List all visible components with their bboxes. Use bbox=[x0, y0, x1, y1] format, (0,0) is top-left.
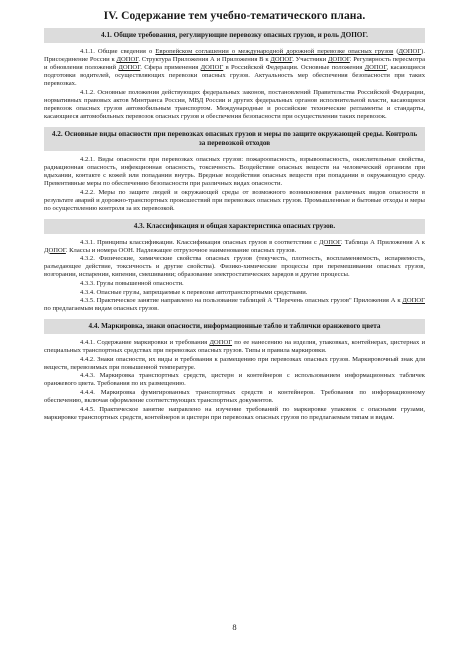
text-run: 4.4.4. Маркировка фумигированных транспортных средств и контейнеров. Требования по информационному обеспечению, включая оформление соответствующих транспортных документов. bbox=[44, 388, 425, 404]
text-run: 4.3.5. Практическое занятие направлено на пользование таблицей А "Перечень опасных грузов" Приложения А к bbox=[80, 297, 403, 305]
page-title: IV. Содержание тем учебно-тематического плана. bbox=[103, 10, 366, 22]
paragraph bbox=[44, 339, 425, 355]
text-run: 4.2.2. Меры по защите людей и окружающей среды от возможного возникновения различных видов опасности в результате аварий и дорожно-транспортных происшествий при перевозках опасных грузов. Промышленные и бытовые отходы и меры по осуществлению контроля за их перевозкой. bbox=[44, 188, 425, 212]
underlined-term: ДОПОГ bbox=[319, 238, 341, 246]
sections-container bbox=[44, 28, 425, 422]
section-heading: 4.3. Классификация и общая характеристика опасных грузов. bbox=[44, 219, 425, 234]
underlined-term: ДОПОГ bbox=[116, 56, 139, 64]
text-run: 4.4.1. Содержание маркировки и требования bbox=[80, 339, 210, 347]
text-run: ). Присоединение России к bbox=[44, 48, 425, 64]
underlined-term: ДОПОГ bbox=[118, 64, 141, 72]
text-run: 4.4.2. Знаки опасности, их виды и требования к размещению при перевозках опасных грузов. Маркировочный знак для веществ, перевозимых при повышенной температуре. bbox=[44, 355, 425, 371]
text-run: 4.1.1. Общие сведения о bbox=[80, 48, 156, 55]
text-run: . Классы и номера ООН. Надлежащее отгрузочное наименование опасных грузов. bbox=[65, 246, 297, 254]
paragraph bbox=[44, 280, 425, 288]
paragraph bbox=[44, 255, 425, 279]
text-run: . Структура Приложения А и Приложения В к bbox=[138, 56, 271, 64]
text-run: 4.3.1. Принципы классификации. Классификация опасных грузов в соответствии с bbox=[80, 238, 319, 246]
underlined-term: ДОПОГ bbox=[364, 64, 387, 72]
paragraph bbox=[44, 156, 425, 188]
paragraph bbox=[44, 406, 425, 422]
paragraph bbox=[44, 89, 425, 121]
text-run: 4.3.3. Грузы повышенной опасности. bbox=[80, 279, 184, 287]
underlined-term: ДОПОГ bbox=[44, 246, 66, 254]
section-heading: 4.2. Основные виды опасности при перевозках опасных грузов и меры по защите окружающей среды. Контроль за перевозкой отходов bbox=[44, 127, 425, 151]
paragraph bbox=[44, 239, 425, 255]
text-run: , касающиеся подготовки водителей, осуществляющих перевозки опасных грузов. Актуальность мер обеспечения безопасности при таких перевозках. bbox=[44, 64, 426, 88]
paragraph bbox=[44, 372, 425, 388]
text-run: 4.2.1. Виды опасности при перевозках опасных грузов: пожароопасность, взрывоопасность, окислительные свойства, радиационная опасность, инфекционная опасность, токсичность. Воздействие опасных веществ на человеческий организм при вдыхании, контакте с кожей или попадании внутрь. Вредные воздействия опасных веществ при попадании в окружающую среду. Превентивные меры по обеспечению безопасности при различных видах опасности. bbox=[44, 155, 425, 188]
text-run: ( bbox=[393, 48, 399, 55]
section-heading: 4.1. Общие требования, регулирующие перевозку опасных грузов, и роль ДОПОГ. bbox=[44, 28, 425, 43]
text-run: . Участники bbox=[292, 56, 328, 64]
paragraph bbox=[44, 356, 425, 372]
paragraph bbox=[44, 289, 425, 297]
text-run: 4.3.2. Физические, химические свойства опасных грузов (текучесть, плотность, воспламеняемость, испаряемость, разъедающее действие, токсичность и другие свойства). Физико-химические процессы при перемешивании опасных грузов, возгорании, испарении, кипении, смешивании; образование электростатических зарядов и другие процессы. bbox=[44, 255, 425, 279]
underlined-term: ДОПОГ bbox=[270, 56, 293, 64]
paragraph bbox=[44, 389, 425, 405]
underlined-term: ДОПОГ bbox=[209, 339, 233, 347]
paragraph bbox=[44, 189, 425, 213]
underlined-term: ДОПОГ bbox=[200, 64, 224, 72]
underlined-term: ДОПОГ bbox=[327, 56, 350, 64]
underlined-term: ДОПОГ bbox=[402, 297, 425, 305]
text-run: 4.4.3. Маркировка транспортных средств, цистерн и контейнеров с использованием информационных табличек оранжевого цвета. Требования по их размещению. bbox=[44, 372, 425, 388]
paragraph bbox=[44, 297, 425, 313]
text-run: по ее нанесению на изделия, упаковках, контейнерах, цистернах и специальных транспортных средствах при перевозках опасных грузов. Типы и правила маркировки. bbox=[44, 339, 425, 355]
underlined-term: ДОПОГ bbox=[398, 48, 422, 55]
text-run: по предлагаемым видам опасных грузов. bbox=[44, 305, 159, 313]
section-heading: 4.4. Маркировка, знаки опасности, информационные табло и таблички оранжевого цвета bbox=[44, 319, 425, 334]
text-run: 4.1.2. Основные положения действующих федеральных законов, постановлений Правительства Российской Федерации, нормативных правовых актов Минтранса России, МВД России и других федеральных органов исполнительной власти, касающиеся перевозок опасных грузов автомобильным транспортом. Международные и российские технические регламенты и стандарты, касающиеся автомобильных перевозок опасных грузов и обеспечения безопасности при осуществлении таких перевозок. bbox=[44, 88, 425, 120]
text-run: . Таблица А Приложения А к bbox=[340, 238, 425, 246]
text-run: 4.4.5. Практическое занятие направлено на изучение требований по маркировке упаковок с опасными грузами, маркировке транспортных средств, контейнеров и цистерн при перевозках опасных грузов по предлагаемым типам и видам. bbox=[44, 405, 425, 421]
paragraph bbox=[44, 48, 425, 88]
text-run: в Российской Федерации. Основные положения bbox=[223, 64, 365, 72]
page-number: 8 bbox=[232, 622, 237, 632]
text-run: 4.3.4. Опасные грузы, запрещаемые к перевозке автотранспортными средствами. bbox=[80, 288, 308, 296]
text-run: . Сфера применения bbox=[140, 64, 201, 72]
text-run: . Регулярность пересмотра и обновления положений bbox=[44, 56, 425, 72]
underlined-term: Европейском соглашении о международной дорожной перевозке опасных грузов bbox=[155, 48, 394, 55]
